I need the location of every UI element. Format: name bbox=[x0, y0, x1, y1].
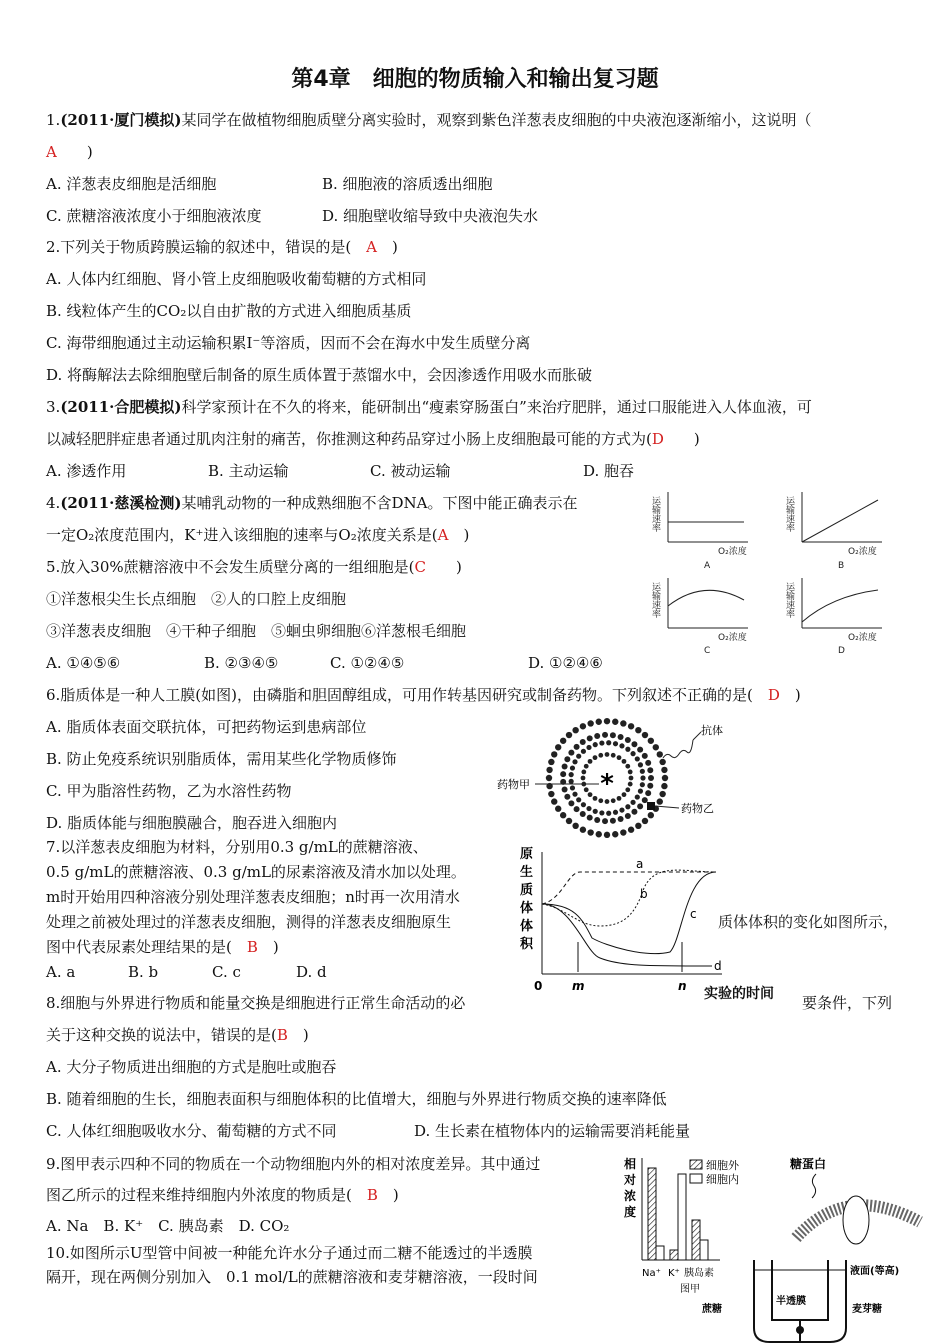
lipid-head bbox=[564, 756, 570, 762]
lipid-head bbox=[648, 775, 654, 781]
lipid-head bbox=[580, 811, 586, 817]
lipid-head bbox=[576, 797, 581, 802]
svg-text:浓: 浓 bbox=[624, 1189, 637, 1203]
lipid-head bbox=[568, 750, 574, 756]
lipid-head bbox=[551, 751, 557, 757]
lipid-head bbox=[611, 798, 616, 803]
lipid-head bbox=[562, 786, 568, 792]
q8-option-b: B. 随着细胞的生长，细胞表面积与细胞体积的比值增大，细胞与外界进行物质交换的速率降低 bbox=[46, 1090, 667, 1108]
lipid-head bbox=[625, 787, 630, 792]
lipid-head bbox=[572, 792, 577, 797]
lipid-head bbox=[640, 769, 645, 774]
lipid-head bbox=[638, 762, 643, 767]
lipid-head bbox=[570, 785, 575, 790]
lipid-head bbox=[635, 727, 641, 733]
q6-stem: 6.脂质体是一种人工膜(如图)，由磷脂和胆固醇组成，可用作转基因研究或制备药物。下列叙述不正确的是( D ) bbox=[46, 686, 801, 704]
lipid-head bbox=[622, 759, 627, 764]
q2-option-a: A. 人体内红细胞、肾小管上皮细胞吸收葡萄糖的方式相同 bbox=[46, 270, 427, 288]
q1-option-c: C. 蔗糖溶液浓度小于细胞液浓度 bbox=[46, 207, 262, 225]
lipid-head bbox=[572, 823, 578, 829]
lipid-head bbox=[637, 747, 643, 753]
q7-stem-5: 质体体积的变化如图所示， bbox=[718, 913, 899, 931]
label-d: d bbox=[714, 959, 722, 973]
lipid-head bbox=[642, 797, 648, 803]
lipid-head bbox=[587, 829, 593, 835]
q8-stem-2: 要条件，下列 bbox=[802, 994, 893, 1012]
lipid-head bbox=[631, 809, 637, 815]
lipid-head bbox=[572, 759, 577, 764]
lipid-head bbox=[574, 744, 580, 750]
lipid-head bbox=[657, 751, 663, 757]
lipid-head bbox=[625, 747, 630, 752]
lipid-head bbox=[642, 732, 648, 738]
lipid-head bbox=[587, 720, 593, 726]
graph-a-xlabel: O₂浓度 bbox=[718, 547, 747, 557]
svg-text:生: 生 bbox=[520, 865, 534, 880]
lipid-head bbox=[620, 829, 626, 835]
q8-stem-3: 关于这种交换的说法中，错误的是(B ) bbox=[46, 1026, 309, 1044]
lipid-head bbox=[593, 809, 598, 814]
lipid-head bbox=[580, 827, 586, 833]
maltose-label: 麦芽糖 bbox=[852, 1304, 882, 1315]
lipid-head bbox=[637, 803, 643, 809]
lipid-head bbox=[568, 800, 574, 806]
svg-text:体: 体 bbox=[520, 901, 534, 916]
lipid-head bbox=[548, 791, 554, 797]
lipid-head bbox=[648, 738, 654, 744]
lipid-head bbox=[593, 742, 598, 747]
lipid-head bbox=[599, 810, 604, 815]
lipid-head bbox=[635, 794, 640, 799]
volume-curve-figure bbox=[516, 842, 738, 1000]
lipid-head bbox=[645, 760, 651, 766]
svg-text:对: 对 bbox=[624, 1173, 637, 1187]
lipid-head bbox=[625, 813, 631, 819]
lipid-head bbox=[619, 743, 624, 748]
lipid-head bbox=[586, 745, 591, 750]
graph-c-label: C bbox=[704, 646, 711, 656]
graph-a-ylabel: 运输速率 bbox=[650, 496, 660, 532]
lipid-head bbox=[587, 815, 593, 821]
q1-option-d: D. 细胞壁收缩导致中央液泡失水 bbox=[322, 207, 539, 225]
lipid-head bbox=[606, 811, 611, 816]
lipid-head bbox=[612, 831, 618, 837]
q5-items-1: ①洋葱根尖生长点细胞 ②人的口腔上皮细胞 bbox=[46, 590, 347, 608]
lipid-head bbox=[560, 771, 566, 777]
lipid-head bbox=[659, 759, 665, 765]
cat-k: K⁺ bbox=[668, 1268, 680, 1279]
svg-text:质: 质 bbox=[520, 883, 534, 898]
q2-option-b: B. 线粒体产生的CO₂以自由扩散的方式进入细胞质基质 bbox=[46, 302, 412, 320]
q10-stem-2: 隔开，现在两侧分别加入 0.1 mol/L的蔗糖溶液和麦芽糖溶液，一段时间 bbox=[46, 1268, 538, 1286]
graph-c-xlabel: O₂浓度 bbox=[718, 633, 747, 643]
q1-stem: 1.(2011·厦门模拟)某同学在做植物细胞质壁分离实验时，观察到紫色洋葱表皮细胞的中央液泡逐渐缩小，这说明（ bbox=[46, 111, 812, 129]
lipid-head bbox=[599, 740, 604, 745]
curve-xlabel: 实验的时间 bbox=[704, 986, 774, 1002]
q4-stem-2: 一定O₂浓度范围内，K⁺进入该细胞的速率与O₂浓度关系是(A ) bbox=[46, 526, 470, 544]
q6-option-d: D. 脂质体能与细胞膜融合，胞吞进入细胞内 bbox=[46, 814, 338, 832]
lipid-head bbox=[588, 759, 593, 764]
q5-option-b: B. ②③④⑤ bbox=[204, 654, 279, 672]
lipid-head bbox=[619, 807, 624, 812]
q5-items-2: ③洋葱表皮细胞 ④干种子细胞 ⑤蛔虫卵细胞⑥洋葱根毛细胞 bbox=[46, 622, 467, 640]
lipid-head bbox=[584, 764, 589, 769]
antibody-mark bbox=[663, 740, 693, 758]
lipid-head bbox=[642, 753, 648, 759]
lipid-head bbox=[555, 806, 561, 812]
q8-option-d: D. 生长素在植物体内的运输需要消耗能量 bbox=[414, 1122, 691, 1140]
q1-answer: A ) bbox=[46, 143, 93, 161]
q3-stem: 3.(2011·合肥模拟)科学家预计在不久的将来，能研制出“瘦素穿肠蛋白”来治疗肥胖，通过口服能进入人体血液，可 bbox=[46, 398, 812, 416]
lipid-head bbox=[659, 791, 665, 797]
lipid-head bbox=[628, 782, 633, 787]
svg-text:度: 度 bbox=[624, 1205, 637, 1219]
lipid-head bbox=[647, 767, 653, 773]
legend-outside: 细胞外 bbox=[706, 1159, 739, 1172]
lipid-head bbox=[628, 827, 634, 833]
n-label: n bbox=[678, 979, 687, 993]
q6-option-a: A. 脂质体表面交联抗体，可把药物运到患病部位 bbox=[46, 718, 367, 736]
q7-option-b: B. b bbox=[128, 963, 159, 981]
lipid-head bbox=[560, 812, 566, 818]
curve-d bbox=[542, 904, 712, 966]
lipid-head bbox=[566, 732, 572, 738]
lipid-head bbox=[581, 770, 586, 775]
lipid-head bbox=[596, 719, 602, 725]
q8-stem-1: 8.细胞与外界进行物质和能量交换是细胞进行正常生命活动的必 bbox=[46, 994, 466, 1012]
level-label: 液面(等高) bbox=[850, 1266, 900, 1277]
bar-outside bbox=[692, 1220, 700, 1260]
glycoprotein-label: 糖蛋白 bbox=[790, 1157, 827, 1171]
lipid-head bbox=[587, 735, 593, 741]
lipid-head bbox=[586, 806, 591, 811]
lipid-head bbox=[610, 818, 616, 824]
q7-stem-6: 图中代表尿素处理结果的是( B ) bbox=[46, 938, 279, 956]
lipid-head bbox=[596, 831, 602, 837]
drug-b-label: 药物乙 bbox=[681, 802, 714, 815]
lipid-head bbox=[604, 832, 610, 838]
channel-protein bbox=[843, 1196, 869, 1244]
lipid-head bbox=[653, 744, 659, 750]
bar-outside bbox=[648, 1168, 656, 1260]
lipid-head bbox=[569, 779, 574, 784]
q3-stem-2: 以减轻肥胖症患者通过肌肉注射的痛苦，你推测这种药品穿过小肠上皮细胞最可能的方式为(D ) bbox=[46, 430, 700, 448]
lipid-head bbox=[593, 755, 598, 760]
lipid-head bbox=[647, 783, 653, 789]
q7-option-a: A. a bbox=[46, 963, 76, 981]
lipid-head bbox=[613, 741, 618, 746]
lipid-head bbox=[618, 734, 624, 740]
bar-inside bbox=[678, 1174, 686, 1260]
membrane-label: 半透膜 bbox=[776, 1296, 806, 1307]
lipid-head bbox=[622, 792, 627, 797]
lipid-head bbox=[630, 800, 635, 805]
drug-a-label: 药物甲 bbox=[497, 778, 530, 791]
q9-stem-2: 图乙所示的过程来维持细胞内外浓度的物质是( B ) bbox=[46, 1186, 399, 1204]
q5-stem: 5.放入30%蔗糖溶液中不会发生质壁分离的一组细胞是(C ) bbox=[46, 558, 462, 576]
svg-text:体: 体 bbox=[520, 919, 534, 934]
q8-option-c: C. 人体红细胞吸收水分、葡萄糖的方式不同 bbox=[46, 1122, 337, 1140]
lipid-head bbox=[629, 776, 634, 781]
lipid-head bbox=[657, 798, 663, 804]
lipid-head bbox=[638, 789, 643, 794]
graph-b-label: B bbox=[838, 561, 845, 571]
q10-stem-1: 10.如图所示U型管中间被一种能允许水分子通过而二糖不能透过的半透膜 bbox=[46, 1244, 533, 1262]
lipid-head bbox=[569, 772, 574, 777]
lipid-head bbox=[625, 804, 630, 809]
graph-b-xlabel: O₂浓度 bbox=[848, 547, 877, 557]
lipid-head bbox=[661, 767, 667, 773]
lipid-head bbox=[580, 739, 586, 745]
q2-stem: 2.下列关于物质跨膜运输的叙述中，错误的是( A ) bbox=[46, 238, 398, 256]
lipid-head bbox=[598, 798, 603, 803]
lipid-head bbox=[581, 802, 586, 807]
lipid-head bbox=[581, 749, 586, 754]
svg-text:相: 相 bbox=[624, 1157, 637, 1171]
lipid-head bbox=[594, 733, 600, 739]
q5-option-d: D. ①②④⑥ bbox=[528, 654, 603, 672]
graph-d-label: D bbox=[838, 646, 845, 656]
cat-insulin: 胰岛素 bbox=[684, 1268, 714, 1279]
q7-stem-1: 7.以洋葱表皮细胞为材料，分别用0.3 g/mL的蔗糖溶液、 bbox=[46, 838, 428, 856]
graph-d bbox=[784, 578, 882, 656]
q2-option-c: C. 海带细胞通过主动运输积累I⁻等溶质，因而不会在海水中发生质壁分离 bbox=[46, 334, 531, 352]
lipid-head bbox=[628, 770, 633, 775]
lipid-head bbox=[580, 723, 586, 729]
page-title: 第4章 细胞的物质输入和输出复习题 bbox=[291, 67, 659, 92]
q7-stem-4: 处理之前被处理过的洋葱表皮细胞，测得的洋葱表皮细胞原生 bbox=[46, 913, 452, 931]
q1-option-b: B. 细胞液的溶质透出细胞 bbox=[322, 175, 493, 193]
q3-option-a: A. 渗透作用 bbox=[46, 462, 127, 480]
q6-option-b: B. 防止免疫系统识别脂质体，需用某些化学物质修饰 bbox=[46, 750, 397, 768]
q3-option-c: C. 被动运输 bbox=[370, 462, 451, 480]
bar-inside bbox=[656, 1246, 664, 1260]
lipid-head bbox=[574, 806, 580, 812]
label-c: c bbox=[690, 907, 697, 921]
lipid-head bbox=[593, 796, 598, 801]
lipid-head bbox=[645, 790, 651, 796]
lipid-head bbox=[642, 818, 648, 824]
lipid-head bbox=[562, 764, 568, 770]
q4-stem: 4.(2011·慈溪检测)某哺乳动物的一种成熟细胞不含DNA。下图中能正确表示在 bbox=[46, 494, 578, 512]
legend-inside: 细胞内 bbox=[706, 1173, 739, 1186]
q5-option-c: C. ①②④⑤ bbox=[330, 654, 405, 672]
q9-stem-1: 9.图甲表示四种不同的物质在一个动物细胞内外的相对浓度差异。其中通过 bbox=[46, 1155, 541, 1173]
lipid-head bbox=[602, 732, 608, 738]
lipid-head bbox=[618, 816, 624, 822]
lipid-head bbox=[548, 759, 554, 765]
fig-a-caption: 图甲 bbox=[680, 1284, 700, 1295]
lipid-head bbox=[611, 753, 616, 758]
lipid-head bbox=[560, 738, 566, 744]
graph-d-ylabel: 运输速率 bbox=[784, 582, 794, 618]
lipid-head bbox=[628, 723, 634, 729]
lipid-head bbox=[612, 719, 618, 725]
lipid-head bbox=[625, 764, 630, 769]
lipid-head bbox=[555, 744, 561, 750]
graph-a-label: A bbox=[704, 561, 711, 571]
m-label: m bbox=[572, 979, 585, 993]
lipid-head bbox=[613, 810, 618, 815]
q1-option-a: A. 洋葱表皮细胞是活细胞 bbox=[46, 175, 217, 193]
lipid-head bbox=[572, 727, 578, 733]
q3-option-d: D. 胞吞 bbox=[583, 462, 635, 480]
lipid-head bbox=[570, 765, 575, 770]
lipid-head bbox=[584, 787, 589, 792]
sucrose-label: 蔗糖 bbox=[702, 1304, 722, 1315]
lipid-head bbox=[581, 776, 586, 781]
origin-label: 0 bbox=[534, 979, 543, 993]
q7-option-c: C. c bbox=[212, 963, 241, 981]
lipid-head bbox=[606, 740, 611, 745]
lipid-head bbox=[546, 767, 552, 773]
lipid-head bbox=[662, 775, 668, 781]
q6-option-c: C. 甲为脂溶性药物，乙为水溶性药物 bbox=[46, 782, 292, 800]
graph-d-xlabel: O₂浓度 bbox=[848, 633, 877, 643]
lipid-head bbox=[610, 732, 616, 738]
lipid-head bbox=[630, 751, 635, 756]
lipid-head bbox=[635, 756, 640, 761]
lipid-head bbox=[588, 792, 593, 797]
lipid-head bbox=[617, 796, 622, 801]
lipid-head bbox=[546, 775, 552, 781]
label-a: a bbox=[636, 857, 644, 871]
lipid-head bbox=[605, 799, 610, 804]
graph-a bbox=[650, 492, 748, 571]
q3-option-b: B. 主动运输 bbox=[208, 462, 289, 480]
lipid-head bbox=[598, 753, 603, 758]
lipid-head bbox=[640, 782, 645, 787]
lipid-head bbox=[564, 794, 570, 800]
lipid-head bbox=[617, 755, 622, 760]
liposome-figure bbox=[495, 712, 745, 840]
q7-stem-3: m时开始用四种溶液分别处理洋葱表皮细胞；n时再一次用清水 bbox=[46, 888, 460, 906]
q5-option-a: A. ①④⑤⑥ bbox=[46, 654, 121, 672]
utube-figure bbox=[700, 1256, 920, 1344]
q7-option-d: D. d bbox=[296, 963, 327, 981]
lipid-head bbox=[625, 737, 631, 743]
lipid-head bbox=[661, 783, 667, 789]
lipid-head bbox=[631, 741, 637, 747]
graph-b bbox=[784, 492, 882, 571]
lipid-head bbox=[604, 718, 610, 724]
ylabel-1: 原 bbox=[520, 847, 534, 862]
lipid-head bbox=[648, 812, 654, 818]
q2-option-d: D. 将酶解法去除细胞壁后制备的原生质体置于蒸馏水中，会因渗透作用吸水而胀破 bbox=[46, 366, 593, 384]
lipid-head bbox=[566, 818, 572, 824]
svg-text:积: 积 bbox=[520, 937, 534, 952]
label-b: b bbox=[640, 887, 648, 901]
antibody-label: 抗体 bbox=[701, 724, 723, 737]
graph-c-ylabel: 运输速率 bbox=[650, 582, 660, 618]
lipid-head bbox=[620, 720, 626, 726]
cat-na: Na⁺ bbox=[642, 1268, 661, 1279]
lipid-head bbox=[605, 752, 610, 757]
lipid-head bbox=[551, 798, 557, 804]
lipid-head bbox=[576, 754, 581, 759]
q9-options: A. Na B. K⁺ C. 胰岛素 D. CO₂ bbox=[46, 1217, 290, 1235]
bar-outside bbox=[670, 1250, 678, 1260]
lipid-head bbox=[640, 775, 645, 780]
graph-b-ylabel: 运输速率 bbox=[784, 496, 794, 532]
lipid-head bbox=[602, 818, 608, 824]
lipid-head bbox=[635, 823, 641, 829]
drug-b-mark bbox=[647, 802, 655, 810]
rate-graphs-figure bbox=[652, 486, 902, 658]
graph-c bbox=[650, 578, 748, 656]
lipid-head bbox=[594, 817, 600, 823]
q7-stem-2: 0.5 g/mL的蔗糖溶液、0.3 g/mL的尿素溶液及清水加以处理。 bbox=[46, 863, 466, 881]
drug-a-star: * bbox=[600, 769, 614, 799]
q8-option-a: A. 大分子物质进出细胞的方式是胞吐或胞吞 bbox=[46, 1058, 337, 1076]
